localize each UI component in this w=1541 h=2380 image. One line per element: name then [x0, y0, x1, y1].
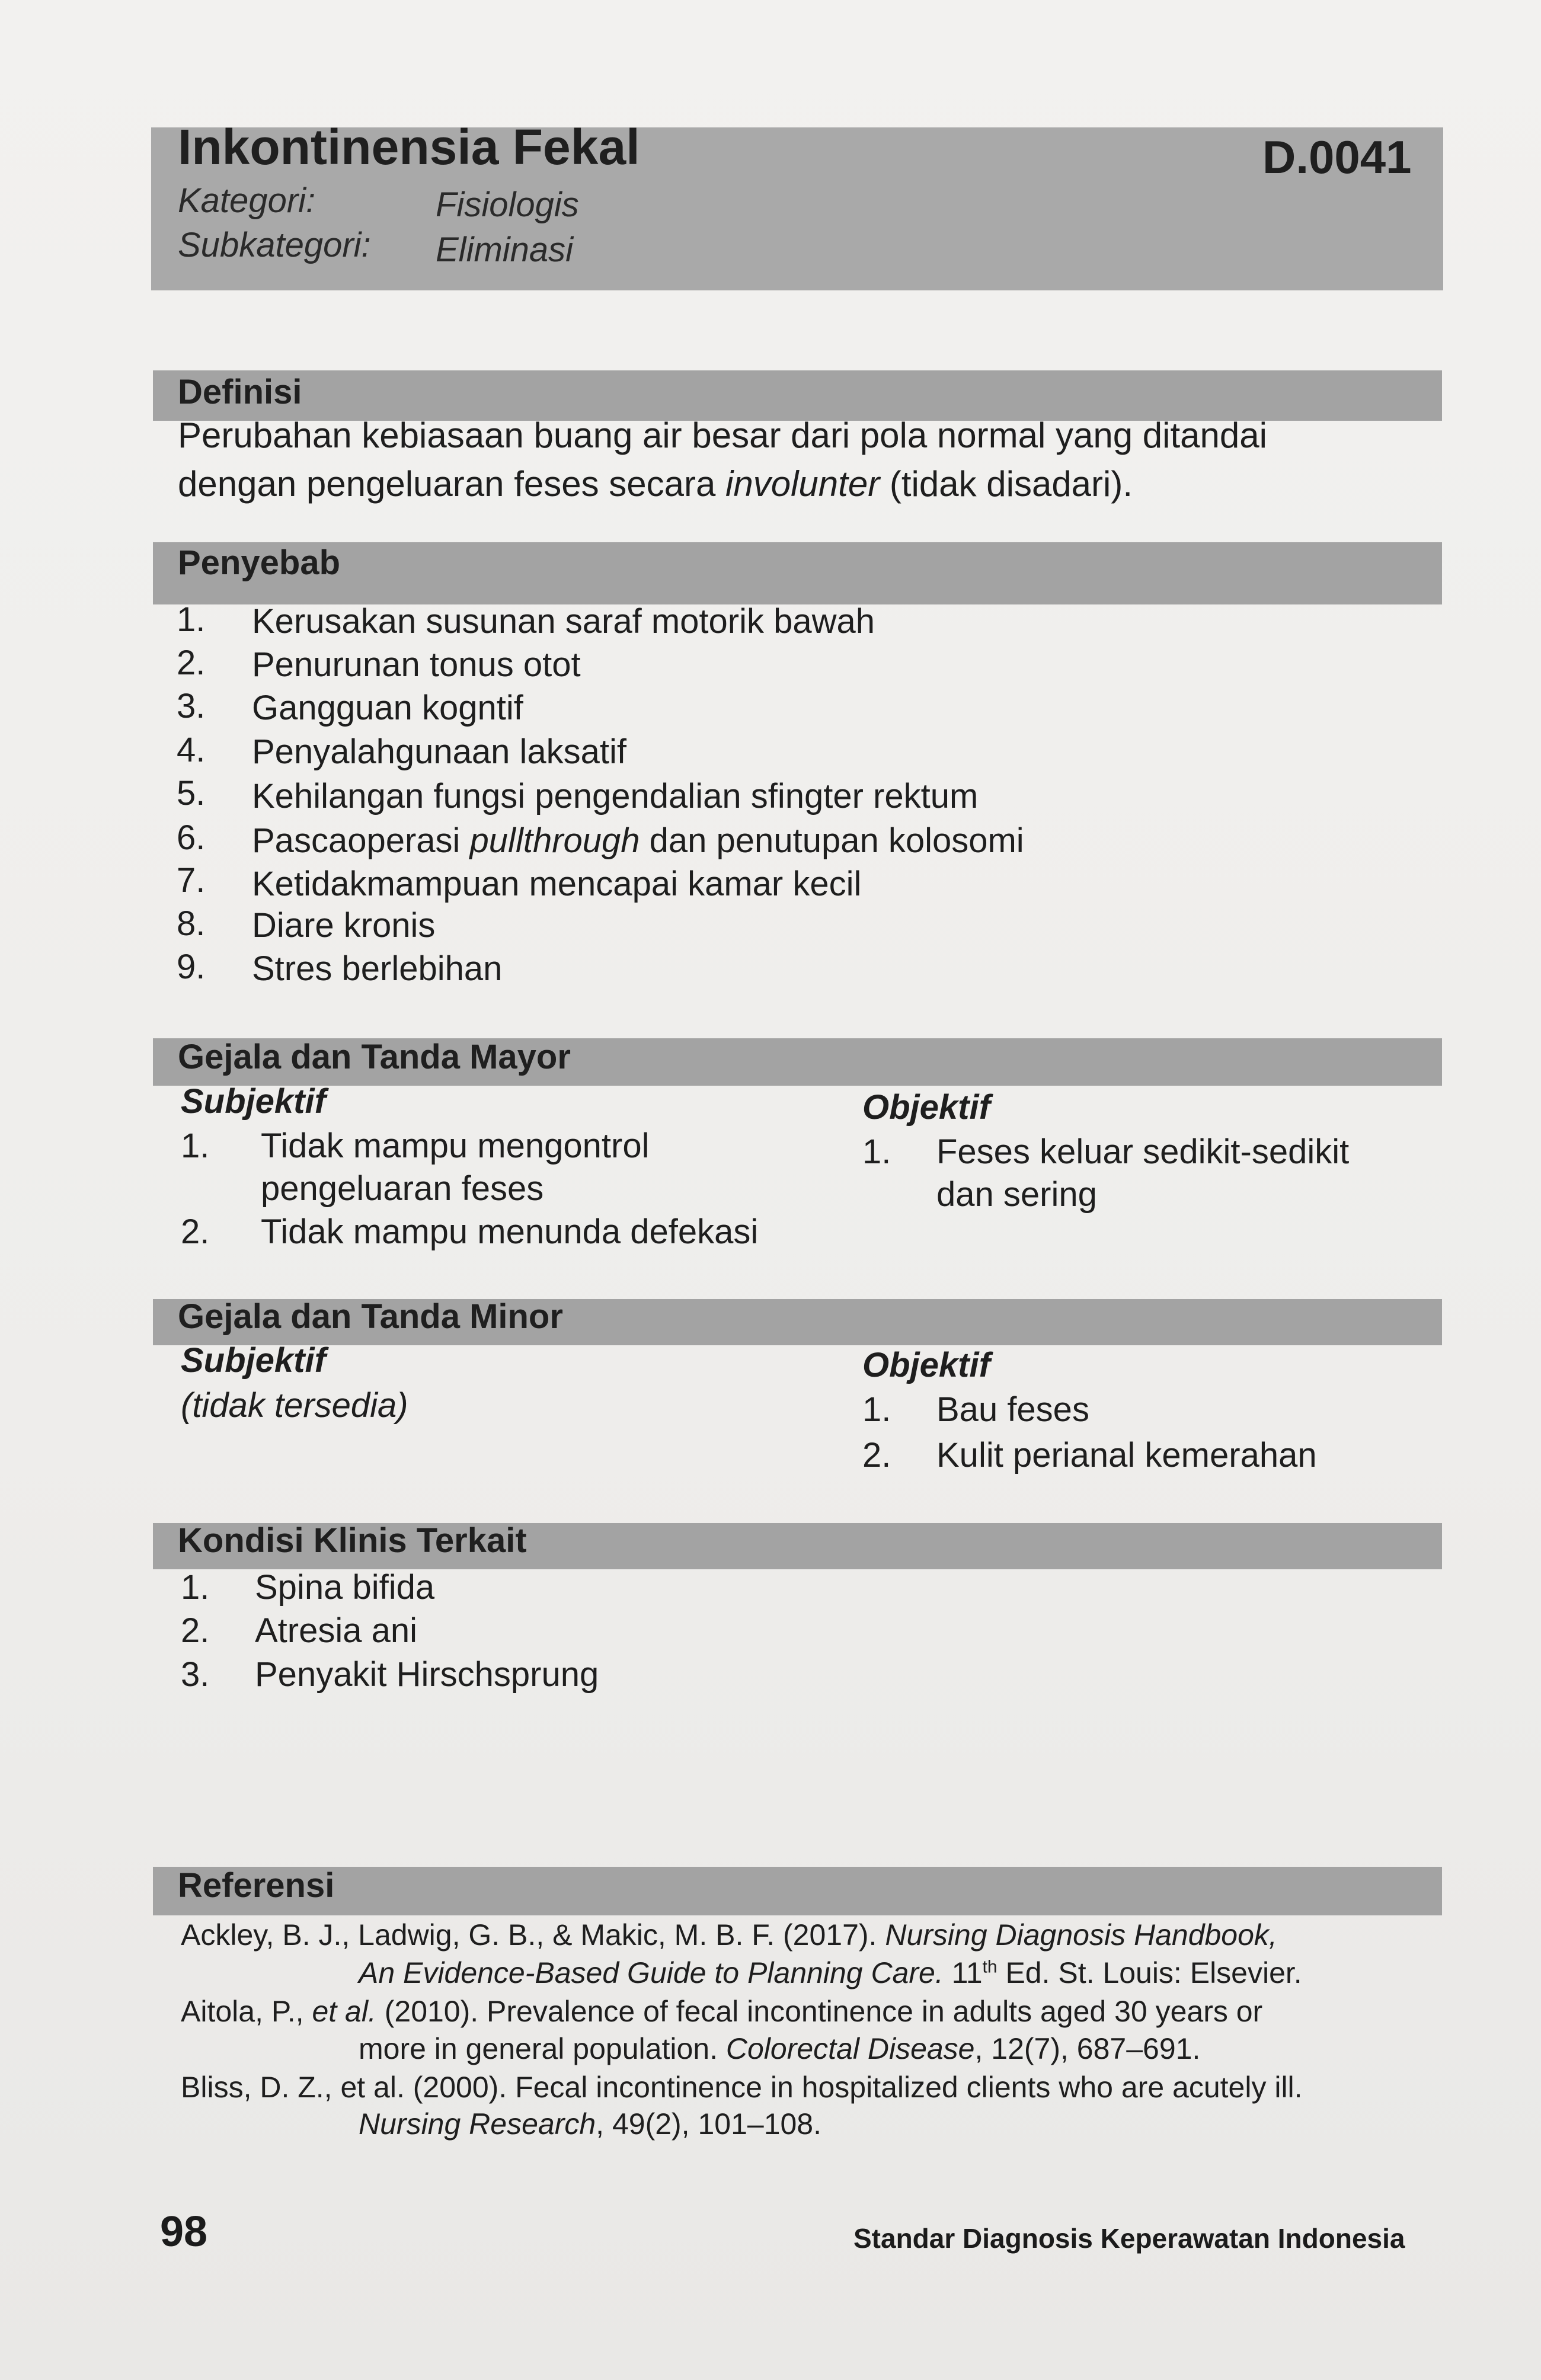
list-item: Stres berlebihan: [252, 949, 503, 988]
list-item: Atresia ani: [255, 1611, 418, 1650]
referensi-heading: Referensi: [178, 1866, 335, 1905]
list-item-number: 4.: [177, 731, 206, 769]
list-item: Kulit perianal kemerahan: [936, 1436, 1317, 1474]
list-item-continuation: dan sering: [936, 1175, 1097, 1214]
reference-2-line-1: Aitola, P., et al. (2010). Prevalence of fecal incontinence in adults aged 30 years or: [181, 1995, 1263, 2028]
diagnosis-title: Inkontinensia Fekal: [178, 119, 640, 175]
list-item: Penurunan tonus otot: [252, 645, 581, 684]
list-item-number: 2.: [181, 1213, 210, 1251]
list-item: Tidak mampu mengontrol: [261, 1127, 650, 1165]
list-item: Penyakit Hirschsprung: [255, 1655, 599, 1694]
list-item-number: 1.: [181, 1568, 210, 1607]
list-item-number: 3.: [177, 687, 206, 725]
reference-2-line-2: more in general population. Colorectal Disease, 12(7), 687–691.: [359, 2032, 1201, 2065]
list-item-number: 1.: [862, 1390, 891, 1429]
kategori-value: Fisiologis: [436, 185, 579, 224]
list-item-number: 1.: [862, 1133, 891, 1171]
reference-3-line-1: Bliss, D. Z., et al. (2000). Fecal incontinence in hospitalized clients who are acutely ill.: [181, 2071, 1303, 2104]
kondisi-heading: Kondisi Klinis Terkait: [178, 1521, 527, 1560]
list-item-number: 1.: [181, 1127, 210, 1165]
definisi-line-2: dengan pengeluaran feses secara involunter (tidak disadari).: [178, 464, 1133, 504]
diagnosis-code: D.0041: [1262, 131, 1412, 183]
list-item-continuation: pengeluaran feses: [261, 1169, 544, 1208]
list-item: Spina bifida: [255, 1568, 435, 1607]
page-number: 98: [160, 2208, 208, 2256]
list-item-number: 2.: [177, 644, 206, 682]
list-item: Kerusakan susunan saraf motorik bawah: [252, 602, 875, 641]
list-item: Feses keluar sedikit-sedikit: [936, 1133, 1350, 1171]
list-item-number: 3.: [181, 1655, 210, 1694]
minor-heading: Gejala dan Tanda Minor: [178, 1297, 563, 1336]
reference-1-line-2: An Evidence-Based Guide to Planning Care. 11th Ed. St. Louis: Elsevier.: [359, 1956, 1302, 1989]
definisi-heading: Definisi: [178, 373, 302, 411]
list-item: Diare kronis: [252, 906, 436, 945]
definisi-bar: [153, 370, 1442, 421]
book-title: Standar Diagnosis Keperawatan Indonesia: [853, 2223, 1405, 2254]
list-item: Gangguan kogntif: [252, 689, 523, 727]
list-item-number: 2.: [181, 1611, 210, 1650]
mayor-subjektif-label: Subjektif: [181, 1082, 326, 1121]
list-item-number: 1.: [177, 600, 206, 639]
list-item-number: 5.: [177, 774, 206, 812]
list-item: Penyalahgunaan laksatif: [252, 732, 627, 771]
mayor-objektif-label: Objektif: [862, 1088, 990, 1127]
list-item: Pascaoperasi pullthrough dan penutupan kolosomi: [252, 821, 1024, 860]
definisi-line-1: Perubahan kebiasaan buang air besar dari pola normal yang ditandai: [178, 415, 1267, 455]
list-item: Kehilangan fungsi pengendalian sfingter rektum: [252, 777, 979, 815]
list-item-number: 6.: [177, 818, 206, 857]
reference-3-line-2: Nursing Research, 49(2), 101–108.: [359, 2107, 822, 2141]
minor-subjektif-label: Subjektif: [181, 1341, 326, 1380]
kategori-label: Kategori:: [178, 181, 316, 220]
list-item-number: 8.: [177, 904, 206, 943]
penyebab-bar: [153, 542, 1442, 604]
list-item-number: 7.: [177, 861, 206, 900]
mayor-heading: Gejala dan Tanda Mayor: [178, 1038, 571, 1076]
referensi-bar: [153, 1867, 1442, 1915]
list-item: Ketidakmampuan mencapai kamar kecil: [252, 865, 862, 903]
reference-1-line-1: Ackley, B. J., Ladwig, G. B., & Makic, M. B. F. (2017). Nursing Diagnosis Handbook,: [181, 1918, 1277, 1952]
subkategori-label: Subkategori:: [178, 226, 371, 264]
minor-subjektif-note: (tidak tersedia): [181, 1386, 408, 1425]
list-item-number: 2.: [862, 1436, 891, 1474]
list-item-number: 9.: [177, 948, 206, 986]
list-item: Bau feses: [936, 1390, 1089, 1429]
minor-objektif-label: Objektif: [862, 1346, 990, 1384]
penyebab-heading: Penyebab: [178, 543, 340, 582]
list-item: Tidak mampu menunda defekasi: [261, 1213, 759, 1251]
subkategori-value: Eliminasi: [436, 231, 574, 269]
